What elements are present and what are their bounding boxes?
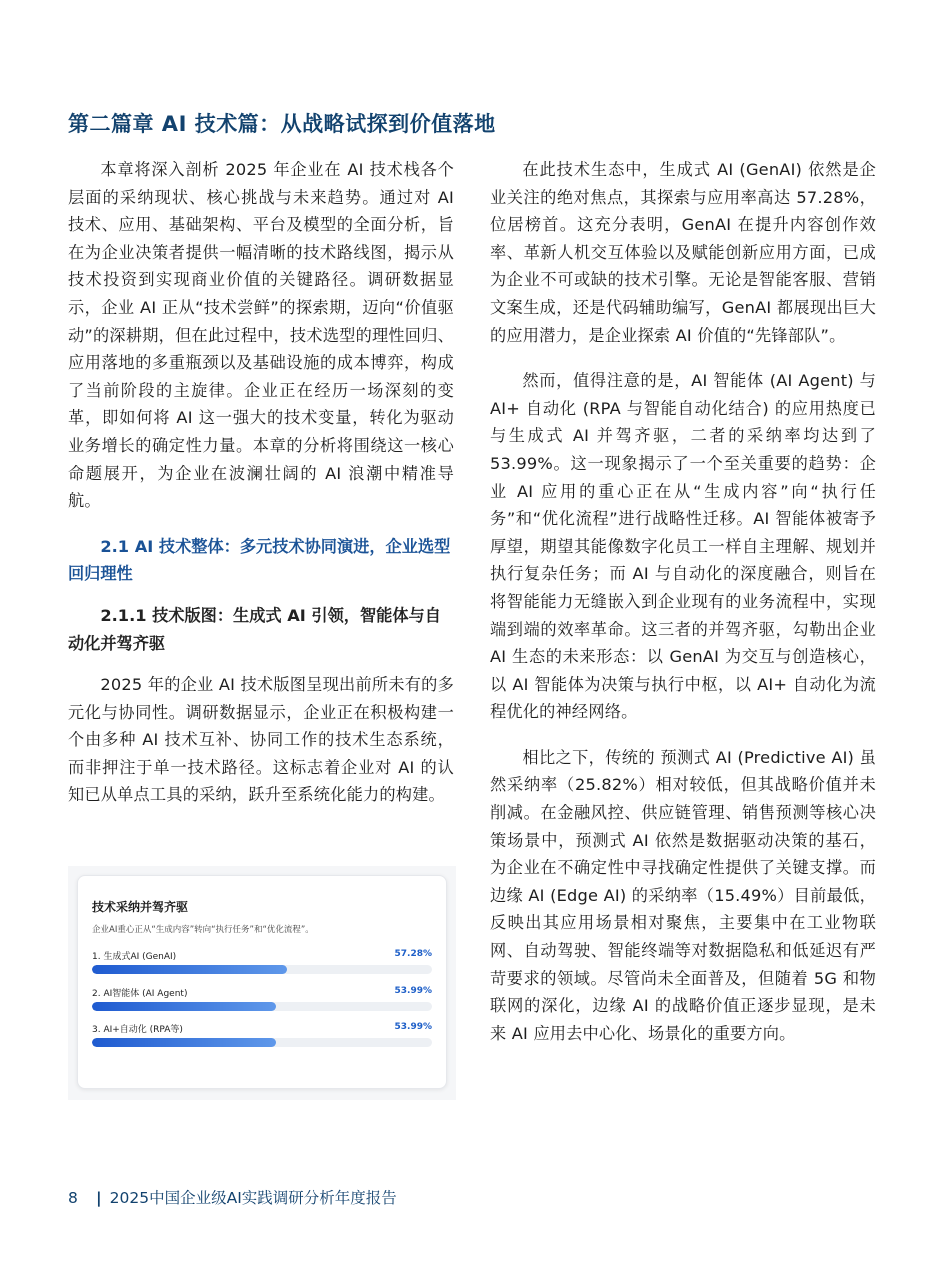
adoption-card — [77, 875, 447, 1089]
progress-track — [92, 1038, 432, 1047]
landscape-paragraph: 2025 年的企业 AI 技术版图呈现出前所未有的多元化与协同性。调研数据显示，企业正在积极构建一个由多种 AI 技术互补、协同工作的技术生态系统，而非押注于单一技术路径。这标志着企业对 AI 的认知已从单点工具的采纳，跃升至系统化能力的构建。 — [68, 675, 454, 805]
agent-paragraph: 然而，值得注意的是，AI 智能体 (AI Agent) 与 AI+ 自动化 (RPA 与智能自动化结合) 的应用热度已与生成式 AI 并驾齐驱，二者的采纳率均达到了 53.99%。这一现象揭示了一个至关重要的趋势：企业 AI 应用的重心正在从“生成内容”向“执行任务”和“优化流程”进行战略性迁移。AI 智能体被寄予厚望，期望其能像数字化员工一样自主理解、规划并执行复杂任务；而 AI 与自动化的深度融合，则旨在将智能能力无缝嵌入到企业现有的业务流程中，实现端到端的效率革命。这三者的并驾齐驱，勾勒出企业 AI 生态的未来形态：以 GenAI 为交互与创造核心，以 AI 智能体为决策与执行中枢，以 AI+ 自动化为流程优化的神经网络。 — [490, 371, 876, 722]
predictive-paragraph: 相比之下，传统的 预测式 AI (Predictive AI) 虽然采纳率（25.82%）相对较低，但其战略价值并未削减。在金融风控、供应链管理、销售预测等核心决策场景中，预测式 AI 依然是数据驱动决策的基石，为企业在不确定性中寻找确定性提供了关键支撑。而边缘 AI (Edge AI) 的采纳率（15.49%）目前最低，反映出其应用场景相对聚焦，主要集中在工业物联网、自动驾驶、智能终端等对数据隐私和低延迟有严苛要求的领域。尽管尚未全面普及，但随着 5G 和物联网的深化，边缘 AI 的战略价值正逐步显现，是未来 AI 应用去中心化、场景化的重要方向。 — [490, 747, 876, 1043]
card-title: 技术采纳并驾齐驱 — [92, 900, 189, 914]
card-subtitle: 企业AI重心正从“生成内容”转向“执行任务”和“优化流程”。 — [92, 925, 314, 935]
progress-track — [92, 965, 432, 974]
chapter-title: 第二篇章 AI 技术篇：从战略试探到价值落地 — [68, 112, 496, 136]
genai-paragraph: 在此技术生态中，生成式 AI (GenAI) 依然是企业关注的绝对焦点，其探索与应用率高达 57.28%，位居榜首。这充分表明，GenAI 在提升内容创作效率、革新人机交互体验以及赋能创新应用方面，已成为企业不可或缺的技术引擎。无论是智能客服、营销文案生成，还是代码辅助编写，GenAI 都展现出巨大的应用潜力，是企业探索 AI 价值的“先锋部队”。 — [490, 160, 876, 345]
adoption-row-label: 3. AI+自动化 (RPA等) — [92, 1025, 183, 1035]
adoption-row-value: 53.99% — [394, 986, 432, 996]
left-column — [68, 156, 454, 827]
adoption-row-value: 57.28% — [394, 949, 432, 959]
intro-paragraph: 本章将深入剖析 2025 年企业在 AI 技术栈各个层面的采纳现状、核心挑战与未来趋势。通过对 AI 技术、应用、基础架构、平台及模型的全面分析，旨在为企业决策者提供一幅清晰的技术路线图，揭示从技术投资到实现商业价值的关键路径。调研数据显示，企业 AI 正从“技术尝鲜”的探索期，迈向“价值驱动”的深耕期，但在此过程中，技术选型的理性回归、应用落地的多重瓶颈以及基础设施的成本博弈，构成了当前阶段的主旋律。企业正在经历一场深刻的变革，即如何将 AI 这一强大的技术变量，转化为驱动业务增长的确定性力量。本章的分析将围绕这一核心命题展开，为企业在波澜壮阔的 AI 浪潮中精准导航。 — [68, 160, 454, 511]
report-title: 2025中国企业级AI实践调研分析年度报告 — [109, 1189, 397, 1207]
adoption-row-value: 53.99% — [394, 1022, 432, 1032]
adoption-figure — [68, 866, 456, 1100]
section-heading-2-1: 2.1 AI 技术整体：多元技术协同演进，企业选型回归理性 — [68, 536, 451, 584]
page-footer — [68, 1186, 397, 1208]
page-number: 8 — [68, 1189, 78, 1207]
section-heading-2-1-1: 2.1.1 技术版图：生成式 AI 引领，智能体与自动化并驾齐驱 — [68, 605, 441, 653]
adoption-row-label: 1. 生成式AI (GenAI) — [92, 952, 177, 962]
footer-separator: | — [96, 1189, 102, 1207]
progress-fill — [92, 1002, 276, 1011]
progress-fill — [92, 965, 287, 974]
progress-track — [92, 1002, 432, 1011]
right-column — [490, 156, 876, 1065]
progress-fill — [92, 1038, 276, 1047]
adoption-row-label: 2. AI智能体 (AI Agent) — [92, 989, 188, 999]
